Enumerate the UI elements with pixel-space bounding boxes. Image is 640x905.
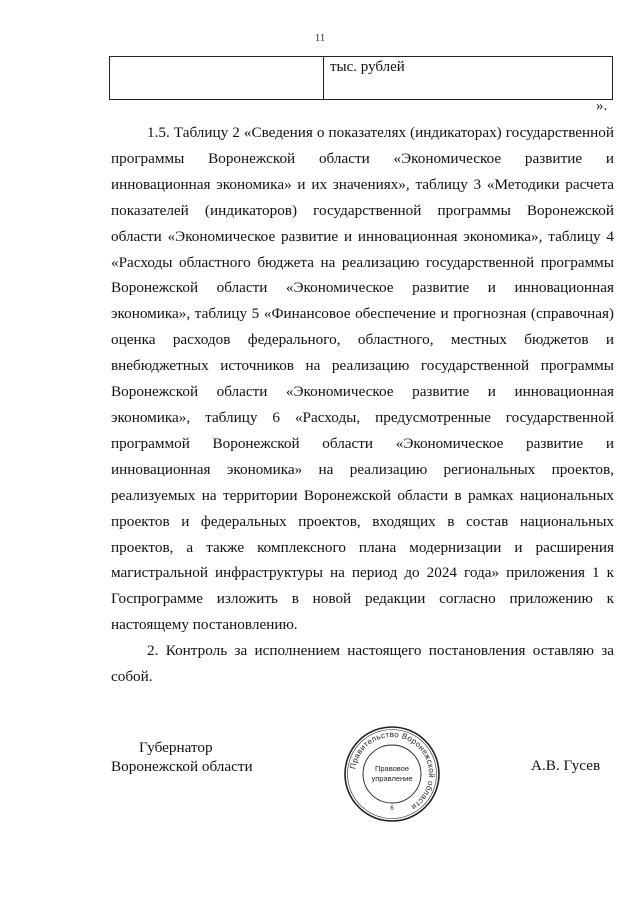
signature-block	[111, 738, 253, 776]
signer-name: А.В. Гусев	[531, 757, 601, 774]
closing-quote: ».	[596, 98, 608, 114]
paragraph-2: 2. Контроль за исполнением настоящего постановления оставляю за собой.	[111, 642, 614, 686]
stamp-center-line2: управление	[371, 774, 413, 783]
unit-cell: тыс. рублей	[330, 59, 405, 75]
stamp-ring-text: Правительство Воронежской области	[348, 729, 437, 812]
stamp-mark: 6	[390, 806, 394, 812]
official-stamp	[342, 724, 442, 824]
signer-title-line1: Губернатор	[139, 739, 213, 756]
page-number: 11	[314, 32, 326, 44]
paragraph-1-5: 1.5. Таблицу 2 «Сведения о показателях (индикаторах) государственной программы Воронежской области «Экономическое развитие и инновационная экономика» и их значениях», таблицу 3 «Методики расчета показателей (индикаторов) государственной программы Воронежской области «Экономическое развитие и инновационная экономика», таблицу 4 «Расходы областного бюджета на реализацию государственной программы Воронежской области «Экономическое развитие и инновационная экономика», таблицу 5 «Финансовое обеспечение и прогнозная (справочная) оценка расходов федерального, областного, местных бюджетов и внебюджетных источников на реализацию государственной программы Воронежской области «Экономическое развитие и инновационная экономика», таблицу 6 «Расходы, предусмотренные государственной программой Воронежской области «Экономическое развитие и инновационная экономика» на реализацию региональных проектов, реализуемых на территории Воронежской области в рамках национальных проектов и федеральных проектов, входящих в состав национальных проектов, а также комплексного плана модернизации и расширения магистральной инфраструктуры на период до 2024 года» приложения 1 к Госпрограмме изложить в новой редакции согласно приложению к настоящему постановлению.	[111, 124, 614, 634]
signer-title-line2: Воронежской области	[111, 758, 253, 775]
document-body	[111, 120, 614, 690]
stamp-center-line1: Правовое	[374, 764, 410, 773]
table-fragment	[109, 56, 613, 100]
table-column-divider	[323, 57, 324, 99]
